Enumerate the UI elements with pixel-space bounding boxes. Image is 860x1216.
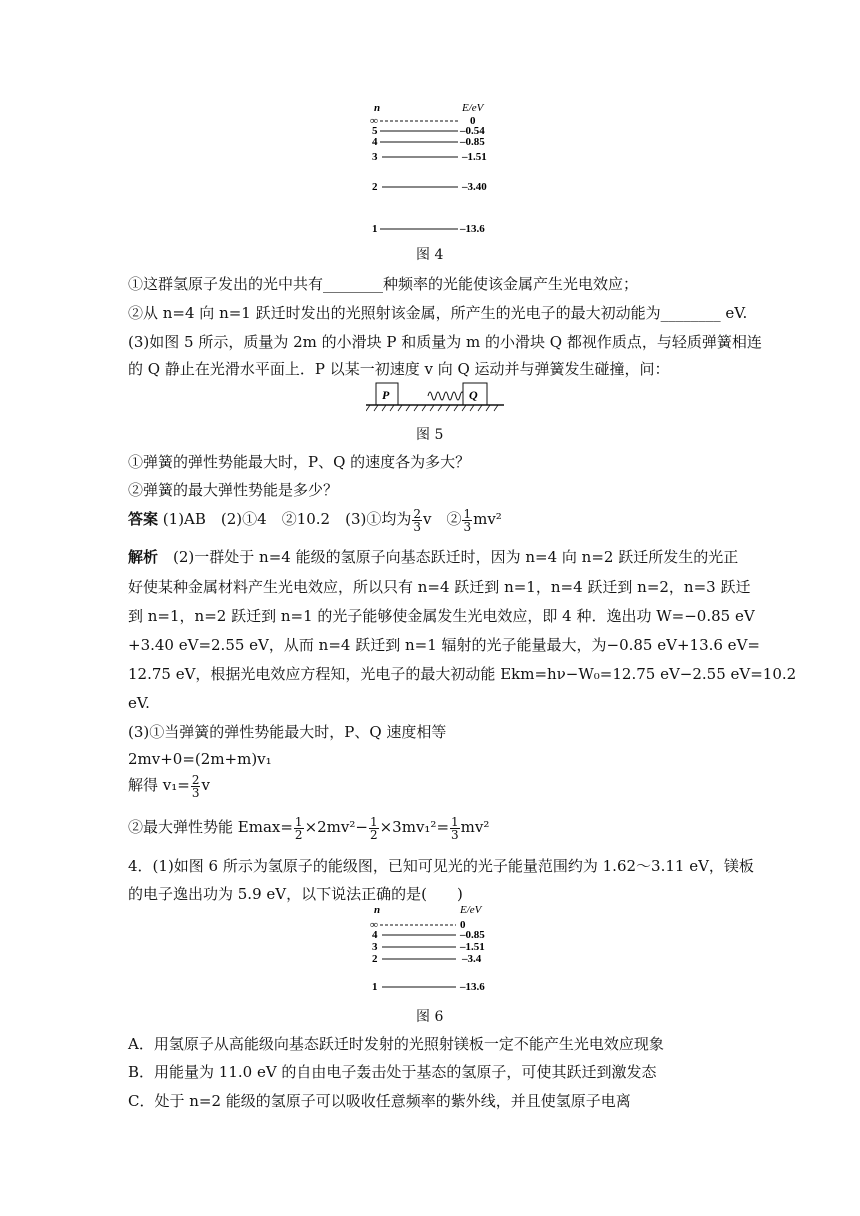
level-e-1: –13.6 <box>460 223 485 235</box>
analysis-line-10: ②最大弹性势能 Emax= $\frac{1}{2}$ ×2mv²− $\frac{1}{2}$ ×3mv₁²= $\frac{1}{3}$ mv² <box>128 814 490 842</box>
n-axis-label: n <box>374 102 381 114</box>
level-n-2: 2 <box>372 953 378 965</box>
analysis-line-7: (3)①当弹簧的弹性势能最大时，P、Q 速度相等 <box>128 723 447 741</box>
answer-fraction-2: $\frac{1}{3}$ <box>463 506 472 534</box>
fraction-half-2: $\frac{1}{2}$ <box>369 814 378 842</box>
level-n-1: 1 <box>372 981 378 993</box>
fraction-two-thirds: $\frac{2}{3}$ <box>191 772 200 800</box>
level-n-4: 4 <box>372 929 378 941</box>
level-e-inf: 0 <box>470 115 476 127</box>
answer-fraction-1: $\frac{2}{3}$ <box>413 506 421 534</box>
fraction-half-1: $\frac{1}{2}$ <box>294 814 303 842</box>
level-n-2: 2 <box>372 181 378 193</box>
answer-part1: (1)AB (2)①4 ②10.2 (3)①均为 <box>162 510 412 528</box>
q4-line-1: 4．(1)如图 6 所示为氢原子的能级图，已知可见光的光子能量范围约为 1.62～3.11 eV，镁板 <box>128 857 754 875</box>
ground-hatching <box>366 405 498 411</box>
analysis-line-9: 解得 v₁= $\frac{2}{3}$ v <box>128 772 210 800</box>
level-n-3: 3 <box>372 151 378 163</box>
question-line-1: ①这群氢原子发出的光中共有________种频率的光能使该金属产生光电效应； <box>128 275 639 293</box>
analysis-line-2: 好使某种金属材料产生光电效应，所以只有 n=4 跃迁到 n=1，n=4 跃迁到 n=2，n=3 跃迁 <box>128 578 751 596</box>
e-axis-label: E/eV <box>462 102 484 114</box>
level-e-5: –0.54 <box>460 125 485 137</box>
question-line-6: ②弹簧的最大弹性势能是多少？ <box>128 481 339 499</box>
level-e-4: –0.85 <box>460 929 485 941</box>
level-n-1: 1 <box>372 223 378 235</box>
level-e-inf: 0 <box>460 919 466 931</box>
slider-spring-diagram-fig5 <box>366 380 506 414</box>
q4-line-2: 的电子逸出功为 5.9 eV，以下说法正确的是( ) <box>128 885 463 903</box>
level-e-3: –1.51 <box>460 941 485 953</box>
question-line-3: (3)如图 5 所示，质量为 2m 的小滑块 P 和质量为 m 的小滑块 Q 都视作质点，与轻质弹簧相连 <box>128 333 762 351</box>
answer-line <box>128 504 502 534</box>
level-n-4: 4 <box>372 136 378 148</box>
answer-part3: mv² <box>473 510 502 528</box>
block-q-label: Q <box>469 388 478 402</box>
energy-level-diagram-fig6 <box>360 902 510 998</box>
figure-caption-6: 图 6 <box>416 1009 444 1025</box>
answer-part2: v ② <box>422 510 462 528</box>
option-b: B．用能量为 11.0 eV 的自由电子轰击处于基态的氢原子，可使其跃迁到激发态 <box>128 1063 657 1081</box>
level-n-3: 3 <box>372 941 378 953</box>
analysis-line-8: 2mv+0=(2m+m)v₁ <box>128 750 272 768</box>
figure-caption-5: 图 5 <box>416 427 444 443</box>
figure-caption-4: 图 4 <box>416 247 444 263</box>
level-e-3: –1.51 <box>462 151 487 163</box>
answer-label: 答案 <box>128 510 159 528</box>
level-e-1: –13.6 <box>460 981 485 993</box>
e-axis-label: E/eV <box>460 904 482 916</box>
energy-level-diagram-fig4 <box>360 100 510 240</box>
question-line-4: 的 Q 静止在光滑水平面上．P 以某一初速度 v 向 Q 运动并与弹簧发生碰撞，问： <box>128 360 670 378</box>
analysis-label: 解析 <box>128 548 159 566</box>
option-c: C．处于 n=2 能级的氢原子可以吸收任意频率的紫外线，并且使氢原子电离 <box>128 1092 631 1110</box>
analysis-line-5: 12.75 eV，根据光电效应方程知，光电子的最大初动能 Ekm=hν−W₀=12.75 eV−2.55 eV=10.2 <box>128 665 797 683</box>
question-line-2: ②从 n=4 向 n=1 跃迁时发出的光照射该金属，所产生的光电子的最大初动能为________ eV. <box>128 304 748 322</box>
level-e-2: –3.40 <box>462 181 487 193</box>
fraction-third: $\frac{1}{3}$ <box>451 814 459 842</box>
analysis-line-3: 到 n=1，n=2 跃迁到 n=1 的光子能够使金属发生光电效应，即 4 种．逸出功 W=−0.85 eV <box>128 607 755 625</box>
level-e-4: –0.85 <box>460 136 485 148</box>
analysis-line-6: eV. <box>128 694 150 712</box>
analysis-text-1: (2)一群处于 n=4 能级的氢原子向基态跃迁时，因为 n=4 向 n=2 跃迁所发生的光正 <box>173 548 739 566</box>
question-line-5: ①弹簧的弹性势能最大时，P、Q 的速度各为多大？ <box>128 453 471 471</box>
block-p-label: P <box>382 388 390 402</box>
level-n-5: 5 <box>372 125 378 137</box>
n-axis-label: n <box>374 904 381 916</box>
spring <box>428 392 466 400</box>
analysis-line-4: +3.40 eV=2.55 eV，从而 n=4 跃迁到 n=1 辐射的光子能量最大，为−0.85 eV+13.6 eV= <box>128 636 760 654</box>
option-a: A．用氢原子从高能级向基态跃迁时发射的光照射镁板一定不能产生光电效应现象 <box>128 1035 664 1053</box>
analysis-line-1 <box>128 547 738 567</box>
level-n-inf: ∞ <box>370 919 378 931</box>
level-e-2: –3.4 <box>462 953 482 965</box>
level-n-inf: ∞ <box>370 115 378 127</box>
